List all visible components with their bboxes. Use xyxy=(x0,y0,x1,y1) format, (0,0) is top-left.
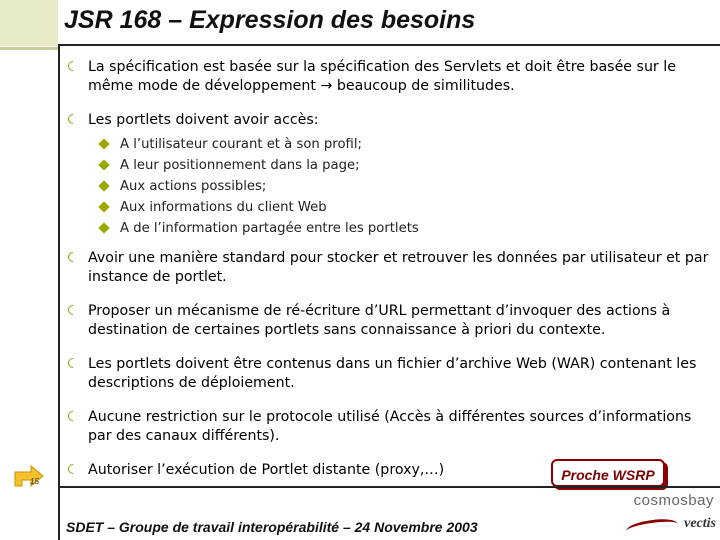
diamond-bullet-icon xyxy=(98,222,109,233)
bullet-item xyxy=(68,111,714,239)
footer-rule xyxy=(58,486,720,488)
footer-text: SDET – Groupe de travail interopérabilité – 24 Novembre 2003 xyxy=(66,519,478,535)
diamond-bullet-icon xyxy=(98,159,109,170)
vectis-logo: vectis xyxy=(684,516,716,531)
bullet-text: Autoriser l’exécution de Portlet distante (proxy,…) xyxy=(88,462,445,478)
vectis-swoosh xyxy=(625,516,679,538)
sub-item-text: A leur positionnement dans la page; xyxy=(120,158,360,173)
bullet-item xyxy=(68,249,714,287)
sub-list-item xyxy=(94,197,714,218)
bullet-item xyxy=(68,302,714,340)
title-rule xyxy=(58,44,720,46)
logos xyxy=(588,490,718,538)
ring-bullet-icon xyxy=(66,303,80,317)
sub-item-text: Aux actions possibles; xyxy=(120,179,267,194)
sub-list xyxy=(94,134,714,239)
bullet-text: Les portlets doivent avoir accès: xyxy=(88,112,319,128)
top-left-decoration xyxy=(0,0,58,46)
turn-arrow-icon xyxy=(13,460,45,488)
slide-content xyxy=(68,58,714,480)
bullet-text: La spécification est basée sur la spécification des Servlets et doit être basée sur le même mode de développement → beaucoup de similitudes. xyxy=(88,59,676,94)
diamond-bullet-icon xyxy=(98,180,109,191)
ring-bullet-icon xyxy=(66,250,80,264)
bullet-item xyxy=(68,58,714,96)
ring-bullet-icon xyxy=(66,59,80,73)
ring-bullet-icon xyxy=(66,112,80,126)
wsrp-badge: Proche WSRP xyxy=(551,459,665,487)
left-rule xyxy=(58,44,60,540)
bullet-item xyxy=(68,355,714,393)
sub-list-item xyxy=(94,176,714,197)
sub-list-item xyxy=(94,218,714,239)
sub-item-text: A l’utilisateur courant et à son profil; xyxy=(120,137,362,152)
ring-bullet-icon xyxy=(66,409,80,423)
cosmosbay-logo: cosmosbay xyxy=(633,492,714,509)
bullet-text: Proposer un mécanisme de ré-écriture d’URL permettant d’invoquer des actions à destination de certaines portlets sans connaissance à priori du contexte. xyxy=(88,303,671,338)
sub-list-item xyxy=(94,134,714,155)
diamond-bullet-icon xyxy=(98,138,109,149)
sub-item-text: Aux informations du client Web xyxy=(120,200,327,215)
page-number: 15 xyxy=(30,477,39,486)
ring-bullet-icon xyxy=(66,356,80,370)
ring-bullet-icon xyxy=(66,462,80,476)
bullet-text: Les portlets doivent être contenus dans un fichier d’archive Web (WAR) contenant les descriptions de déploiement. xyxy=(88,356,697,391)
bullet-item xyxy=(68,408,714,446)
sub-list-item xyxy=(94,155,714,176)
top-left-decoration-line xyxy=(0,47,58,50)
slide-title: JSR 168 – Expression des besoins xyxy=(64,6,476,34)
sub-item-text: A de l’information partagée entre les portlets xyxy=(120,221,419,236)
diamond-bullet-icon xyxy=(98,201,109,212)
bullet-text: Aucune restriction sur le protocole utilisé (Accès à différentes sources d’informations par des canaux différents). xyxy=(88,409,692,444)
bullet-text: Avoir une manière standard pour stocker et retrouver les données par utilisateur et par instance de portlet. xyxy=(88,250,709,285)
